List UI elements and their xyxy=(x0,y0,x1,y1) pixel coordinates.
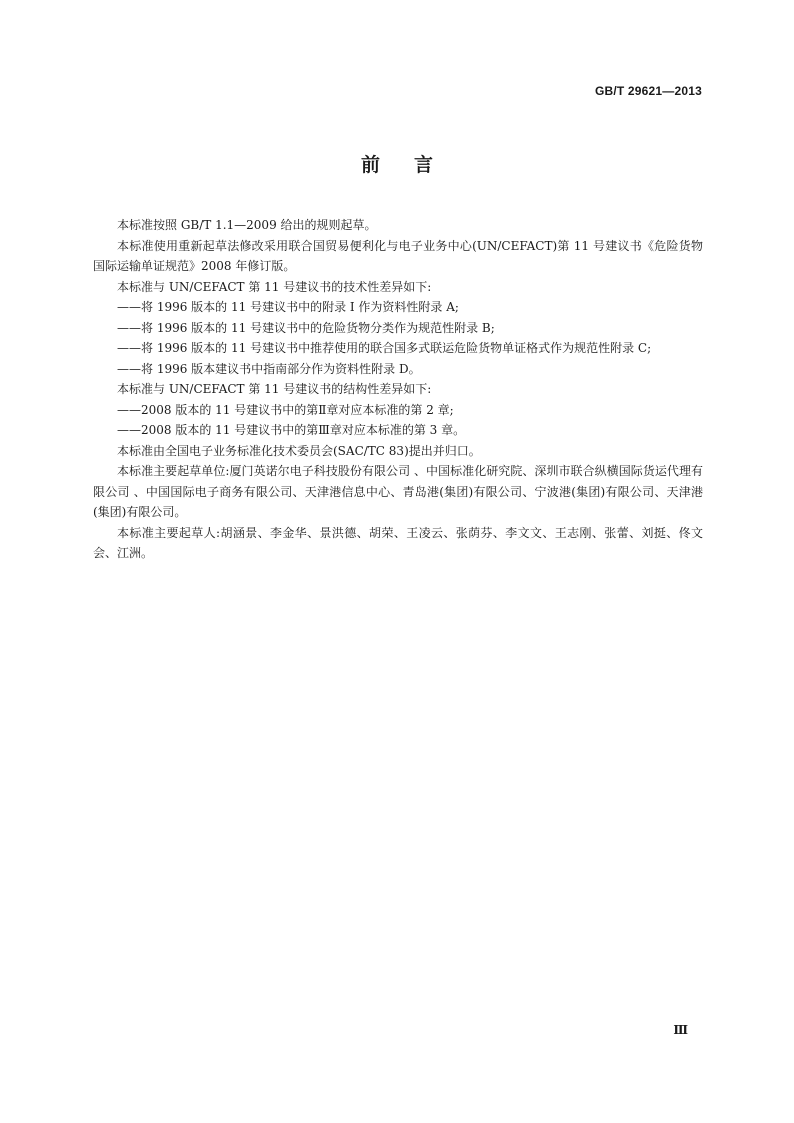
paragraph: 本标准与 UN/CEFACT 第 11 号建议书的技术性差异如下: xyxy=(117,279,432,294)
list-item: ——2008 版本的 11 号建议书中的第Ⅲ章对应本标准的第 3 章。 xyxy=(117,423,466,437)
page-number: Ⅲ xyxy=(673,1023,688,1037)
paragraph: 本标准主要起草人:胡涵景、李金华、景洪德、胡荣、王凌云、张荫芬、李文文、王志刚、张蕾、刘挺、佟文会、江洲。 xyxy=(93,525,703,560)
paragraph: 本标准与 UN/CEFACT 第 11 号建议书的结构性差异如下: xyxy=(117,382,432,396)
list-item: ——将 1996 版本的 11 号建议书中的危险货物分类作为规范性附录 B; xyxy=(117,320,495,335)
page-title: 前言 xyxy=(360,154,467,176)
body-text xyxy=(93,215,703,564)
standard-code: GB/T 29621—2013 xyxy=(594,84,702,98)
paragraph: 本标准由全国电子业务标准化技术委员会(SAC/TC 83)提出并归口。 xyxy=(117,443,481,458)
list-item: ——将 1996 版本的 11 号建议书中推荐使用的联合国多式联运危险货物单证格式作为规范性附录 C; xyxy=(117,341,652,355)
paragraph: 本标准主要起草单位:厦门英诺尔电子科技股份有限公司 、中国标准化研究院、深圳市联合纵横国际货运代理有限公司 、中国国际电子商务有限公司、天津港信息中心、青岛港(集团)有限公司、宁波港(集团)有限公司、天津港(集团)有限公司。 xyxy=(93,464,703,519)
paragraph: 本标准按照 GB/T 1.1—2009 给出的规则起草。 xyxy=(117,218,377,232)
list-item: ——将 1996 版本建议书中指南部分作为资料性附录 D。 xyxy=(117,361,421,376)
paragraph: 本标准使用重新起草法修改采用联合国贸易便利化与电子业务中心(UN/CEFACT)第 11 号建议书《危险货物国际运输单证规范》2008 年修订版。 xyxy=(93,238,703,273)
list-item: ——2008 版本的 11 号建议书中的第Ⅱ章对应本标准的第 2 章; xyxy=(117,402,454,417)
list-item: ——将 1996 版本的 11 号建议书中的附录 I 作为资料性附录 A; xyxy=(117,300,459,314)
